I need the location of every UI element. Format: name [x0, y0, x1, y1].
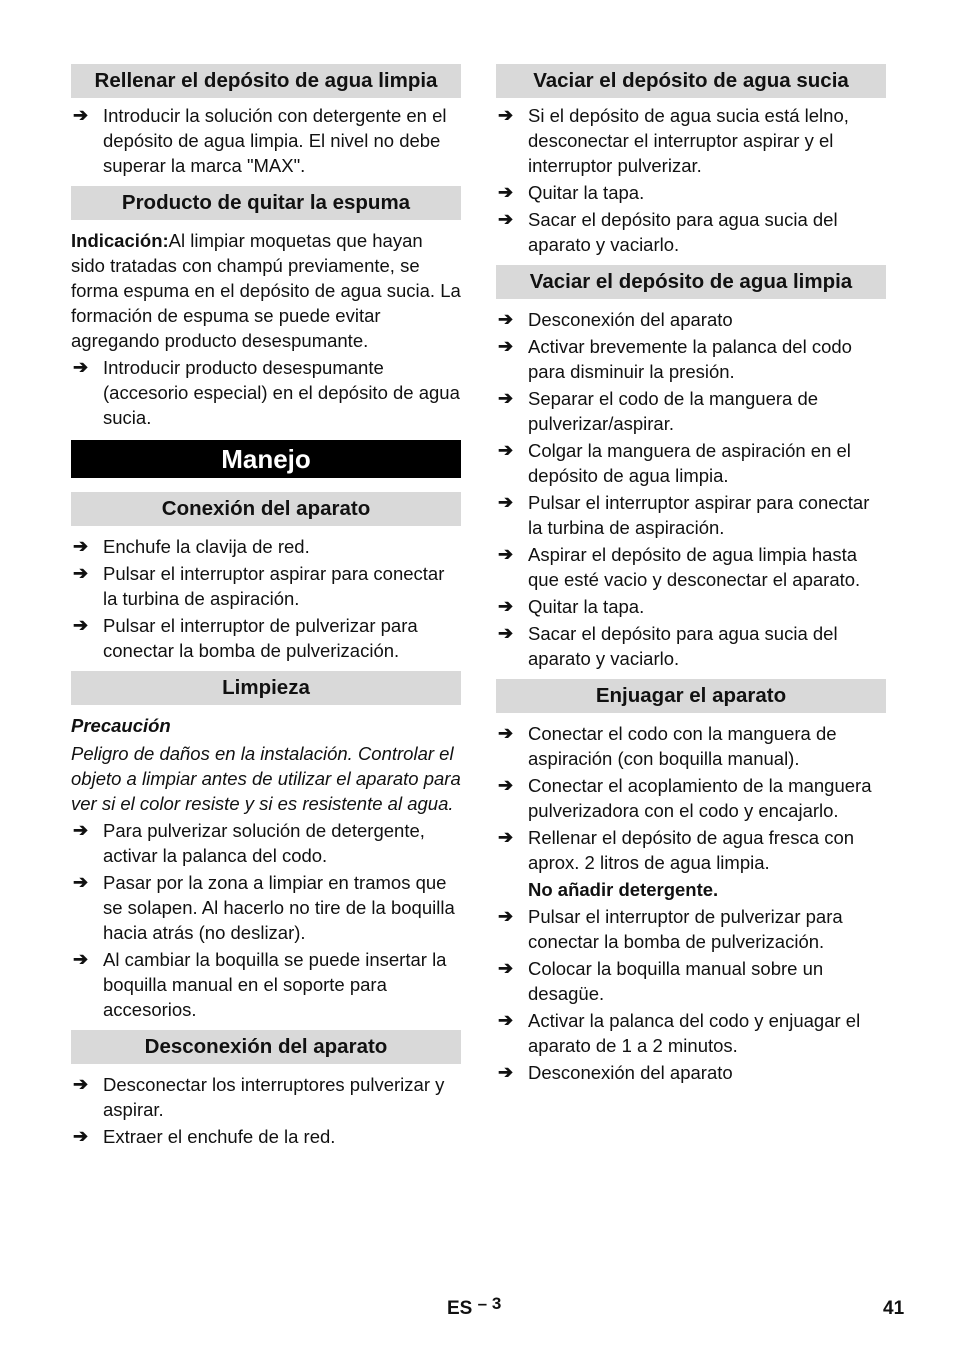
footer-language-section — [447, 1294, 502, 1320]
bold-note: No añadir detergente. — [528, 879, 719, 900]
list-item: ➔ Desconectar los interruptores pulverizar y aspirar. — [73, 1074, 445, 1120]
footer-section: – 3 — [477, 1294, 502, 1313]
arrow-right-icon: ➔ — [498, 906, 514, 926]
arrow-right-icon: ➔ — [498, 775, 514, 795]
list-item: ➔ Aspirar el depósito de agua limpia hasta que esté vacio y desconectar el aparato. — [498, 544, 861, 590]
list-item: ➔ Desconexión del aparato — [498, 309, 733, 330]
list-item: ➔ Pulsar el interruptor de pulverizar para conectar la bomba de pulverización. — [73, 615, 418, 661]
arrow-right-icon: ➔ — [498, 623, 514, 643]
note-paragraph: Indicación:Al limpiar moquetas que hayan sido tratadas con champú previamente, se forma espuma en el depósito de agua sucia. La formación de espuma se puede evitar agregando producto desespumante. — [71, 230, 461, 351]
arrow-right-icon: ➔ — [73, 1074, 89, 1094]
arrow-right-icon: ➔ — [73, 105, 89, 125]
arrow-right-icon: ➔ — [498, 1010, 514, 1030]
arrow-right-icon: ➔ — [498, 827, 514, 847]
list-item: ➔ Quitar la tapa. — [498, 596, 645, 617]
page-number: 41 — [883, 1298, 905, 1319]
arrow-right-icon: ➔ — [498, 492, 514, 512]
list-item: ➔ Sacar el depósito para agua sucia del aparato y vaciarlo. — [498, 209, 838, 255]
caution-text: Peligro de daños en la instalación. Controlar el objeto a limpiar antes de utilizar el aparato para ver si el color resiste y si es resistente al agua. — [71, 743, 461, 814]
list-item: ➔ Activar brevemente la palanca del codo para disminuir la presión. — [498, 336, 852, 382]
list-item: ➔ Colgar la manguera de aspiración en el depósito de agua limpia. — [498, 440, 851, 486]
left-column — [71, 64, 461, 1151]
arrow-right-icon: ➔ — [498, 1062, 514, 1082]
arrow-right-icon: ➔ — [73, 949, 89, 969]
list-item: ➔ Sacar el depósito para agua sucia del aparato y vaciarlo. — [498, 623, 838, 669]
list-item: ➔ Extraer el enchufe de la red. — [73, 1126, 336, 1147]
list-item: ➔ Pulsar el interruptor aspirar para conectar la turbina de aspiración. — [73, 563, 445, 609]
arrow-right-icon: ➔ — [498, 209, 514, 229]
arrow-right-icon: ➔ — [73, 820, 89, 840]
list-item: ➔ Rellenar el depósito de agua fresca con aprox. 2 litros de agua limpia. — [498, 827, 855, 873]
list-item: ➔ Colocar la boquilla manual sobre un desagüe. — [498, 958, 824, 1004]
arrow-right-icon: ➔ — [498, 388, 514, 408]
arrow-right-icon: ➔ — [73, 563, 89, 583]
list-item: ➔ Enchufe la clavija de red. — [73, 536, 310, 557]
footer-language: ES — [447, 1298, 473, 1319]
list-item: ➔ Conectar el acoplamiento de la manguera pulverizadora con el codo y encajarlo. — [498, 775, 872, 821]
list-item: ➔ Para pulverizar solución de detergente, activar la palanca del codo. — [73, 820, 425, 866]
arrow-right-icon: ➔ — [73, 357, 89, 377]
arrow-right-icon: ➔ — [498, 182, 514, 202]
section-heading: Vaciar el depósito de agua limpia — [496, 265, 886, 299]
list-item: ➔ Pasar por la zona a limpiar en tramos que se solapen. Al hacerlo no tire de la boquilla hacia atrás (no deslizar). — [73, 872, 455, 943]
list-item: ➔ Quitar la tapa. — [498, 182, 645, 203]
list-item: ➔ Activar la palanca del codo y enjuagar el aparato de 1 a 2 minutos. — [498, 1010, 861, 1056]
section-heading: Vaciar el depósito de agua sucia — [496, 64, 886, 98]
list-item: ➔ Pulsar el interruptor aspirar para conectar la turbina de aspiración. — [498, 492, 870, 538]
right-column — [496, 64, 886, 1087]
arrow-right-icon: ➔ — [498, 596, 514, 616]
arrow-right-icon: ➔ — [73, 872, 89, 892]
list-item: ➔ Si el depósito de agua sucia está lelno, desconectar el interruptor aspirar y el interruptor pulverizar. — [498, 105, 849, 176]
section-heading: Limpieza — [71, 671, 461, 705]
list-item: ➔ Al cambiar la boquilla se puede insertar la boquilla manual en el soporte para accesorios. — [73, 949, 447, 1020]
list-item: ➔ Introducir la solución con detergente en el depósito de agua limpia. El nivel no debe superar la marca "MAX". — [73, 105, 447, 176]
section-heading: Producto de quitar la espuma — [71, 186, 461, 220]
note-label: Indicación: — [71, 230, 169, 251]
arrow-right-icon: ➔ — [498, 336, 514, 356]
section-heading: Desconexión del aparato — [71, 1030, 461, 1064]
list-item: ➔ Desconexión del aparato — [498, 1062, 733, 1083]
list-item: ➔ Separar el codo de la manguera de pulverizar/aspirar. — [498, 388, 819, 434]
chapter-heading: Manejo — [71, 440, 461, 478]
arrow-right-icon: ➔ — [498, 440, 514, 460]
arrow-right-icon: ➔ — [498, 958, 514, 978]
list-item: ➔ Pulsar el interruptor de pulverizar para conectar la bomba de pulverización. — [498, 906, 843, 952]
section-heading: Rellenar el depósito de agua limpia — [71, 64, 461, 98]
arrow-right-icon: ➔ — [73, 536, 89, 556]
arrow-right-icon: ➔ — [73, 615, 89, 635]
list-item: ➔ Conectar el codo con la manguera de aspiración (con boquilla manual). — [498, 723, 837, 769]
arrow-right-icon: ➔ — [498, 105, 514, 125]
section-heading: Conexión del aparato — [71, 492, 461, 526]
list-item: ➔ Introducir producto desespumante (accesorio especial) en el depósito de agua sucia. — [73, 357, 460, 428]
arrow-right-icon: ➔ — [498, 544, 514, 564]
section-heading: Enjuagar el aparato — [496, 679, 886, 713]
arrow-right-icon: ➔ — [498, 723, 514, 743]
arrow-right-icon: ➔ — [73, 1126, 89, 1146]
caution-title: Precaución — [71, 715, 171, 736]
arrow-right-icon: ➔ — [498, 309, 514, 329]
